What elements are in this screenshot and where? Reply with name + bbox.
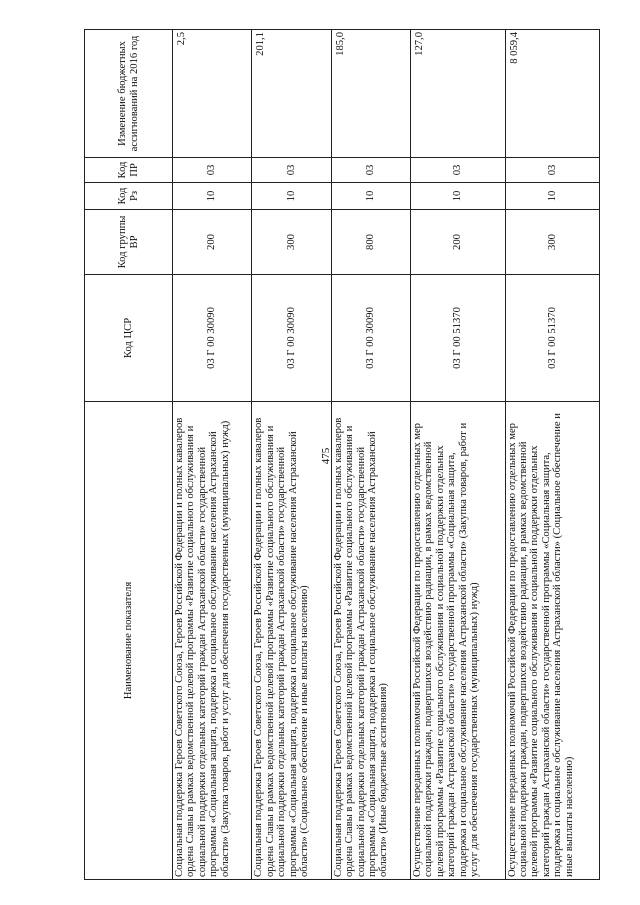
row-name: Социальная поддержка Героев Советского Союза, Героев Российской Федерации и полных кавалеров ордена Славы в рамках ведомственной целевой программы «Развитие социального обслуживания и социальной поддержки отдельных категорий граждан Астраханской области» государственной программы «Социальная защита, поддержка и социальное обслуживание населения Астраханской области» (Закупка товаров, работ и услуг для обеспечения государственных (муниципальных) нужд)	[173, 402, 252, 880]
row-csr: 03 Г 00 51370	[411, 275, 505, 402]
row-name: Социальная поддержка Героев Советского Союза, Героев Российской Федерации и полных кавалеров ордена Славы в рамках ведомственной целевой программы «Развитие социального обслуживания и социальной поддержки отдельных категорий граждан Астраханской области» государственной программы «Социальная защита, поддержка и социальное обслуживание населения Астраханской области» (Иные бюджетные ассигнования)	[331, 402, 410, 880]
row-rz: 10	[252, 183, 331, 210]
row-rz: 10	[505, 183, 599, 210]
row-csr: 03 Г 00 30090	[173, 275, 252, 402]
header-name: Наименование показателя	[85, 402, 173, 880]
header-row	[85, 30, 173, 880]
row-vr: 200	[173, 210, 252, 275]
row-rz: 10	[173, 183, 252, 210]
row-rz: 10	[331, 183, 410, 210]
row-pr: 03	[252, 158, 331, 183]
row-vr: 800	[331, 210, 410, 275]
row-csr: 03 Г 00 30090	[252, 275, 331, 402]
row-vr: 300	[252, 210, 331, 275]
rotated-budget-table	[84, 30, 600, 880]
page-number: 475	[320, 447, 332, 465]
row-value: 2,5	[173, 30, 252, 158]
header-change: Изменение бюджетных ассигнований на 2016 год	[85, 30, 173, 158]
row-vr: 200	[411, 210, 505, 275]
row-value: 201,1	[252, 30, 331, 158]
table-row	[411, 30, 505, 880]
row-pr: 03	[505, 158, 599, 183]
row-name: Осуществление переданных полномочий Российской Федерации по предоставлению отдельных мер социальной поддержки граждан, подвергшихся воздействию радиации, в рамках ведомственной целевой программы «Развитие социального обслуживания и социальной поддержки отдельных категорий граждан Астраханской области» государственной программы «Социальная защита, поддержка и социальное обслуживание населения Астраханской области» (Социальное обеспечение и иные выплаты населению)	[505, 402, 599, 880]
header-rz: Код Рз	[85, 183, 173, 210]
row-csr: 03 Г 00 51370	[505, 275, 599, 402]
row-rz: 10	[411, 183, 505, 210]
row-value: 127,0	[411, 30, 505, 158]
row-pr: 03	[331, 158, 410, 183]
row-value: 8 059,4	[505, 30, 599, 158]
row-vr: 300	[505, 210, 599, 275]
budget-table	[84, 29, 600, 880]
row-name: Социальная поддержка Героев Советского Союза, Героев Российской Федерации и полных кавалеров ордена Славы в рамках ведомственной целевой программы «Развитие социального обслуживания и социальной поддержки отдельных категорий граждан Астраханской области» государственной программы «Социальная защита, поддержка и социальное обслуживание населения Астраханской области» (Социальное обеспечение и иные выплаты населению)	[252, 402, 331, 880]
table-row	[505, 30, 599, 880]
row-value: 185,0	[331, 30, 410, 158]
row-name: Осуществление переданных полномочий Российской Федерации по предоставлению отдельных мер социальной поддержки граждан, подвергшихся воздействию радиации, в рамках ведомственной целевой программы «Развитие социального обслуживания и социальной поддержки отдельных категорий граждан Астраханской области» государственной программы «Социальная защита, поддержка и социальное обслуживание населения Астраханской области» (Закупка товаров, работ и услуг для обеспечения государственных (муниципальных) нужд)	[411, 402, 505, 880]
row-csr: 03 Г 00 30090	[331, 275, 410, 402]
row-pr: 03	[173, 158, 252, 183]
table-row	[252, 30, 331, 880]
table-row	[173, 30, 252, 880]
header-pr: Код ПР	[85, 158, 173, 183]
header-csr: Код ЦСР	[85, 275, 173, 402]
row-pr: 03	[411, 158, 505, 183]
header-vr: Код группы ВР	[85, 210, 173, 275]
table-row	[331, 30, 410, 880]
